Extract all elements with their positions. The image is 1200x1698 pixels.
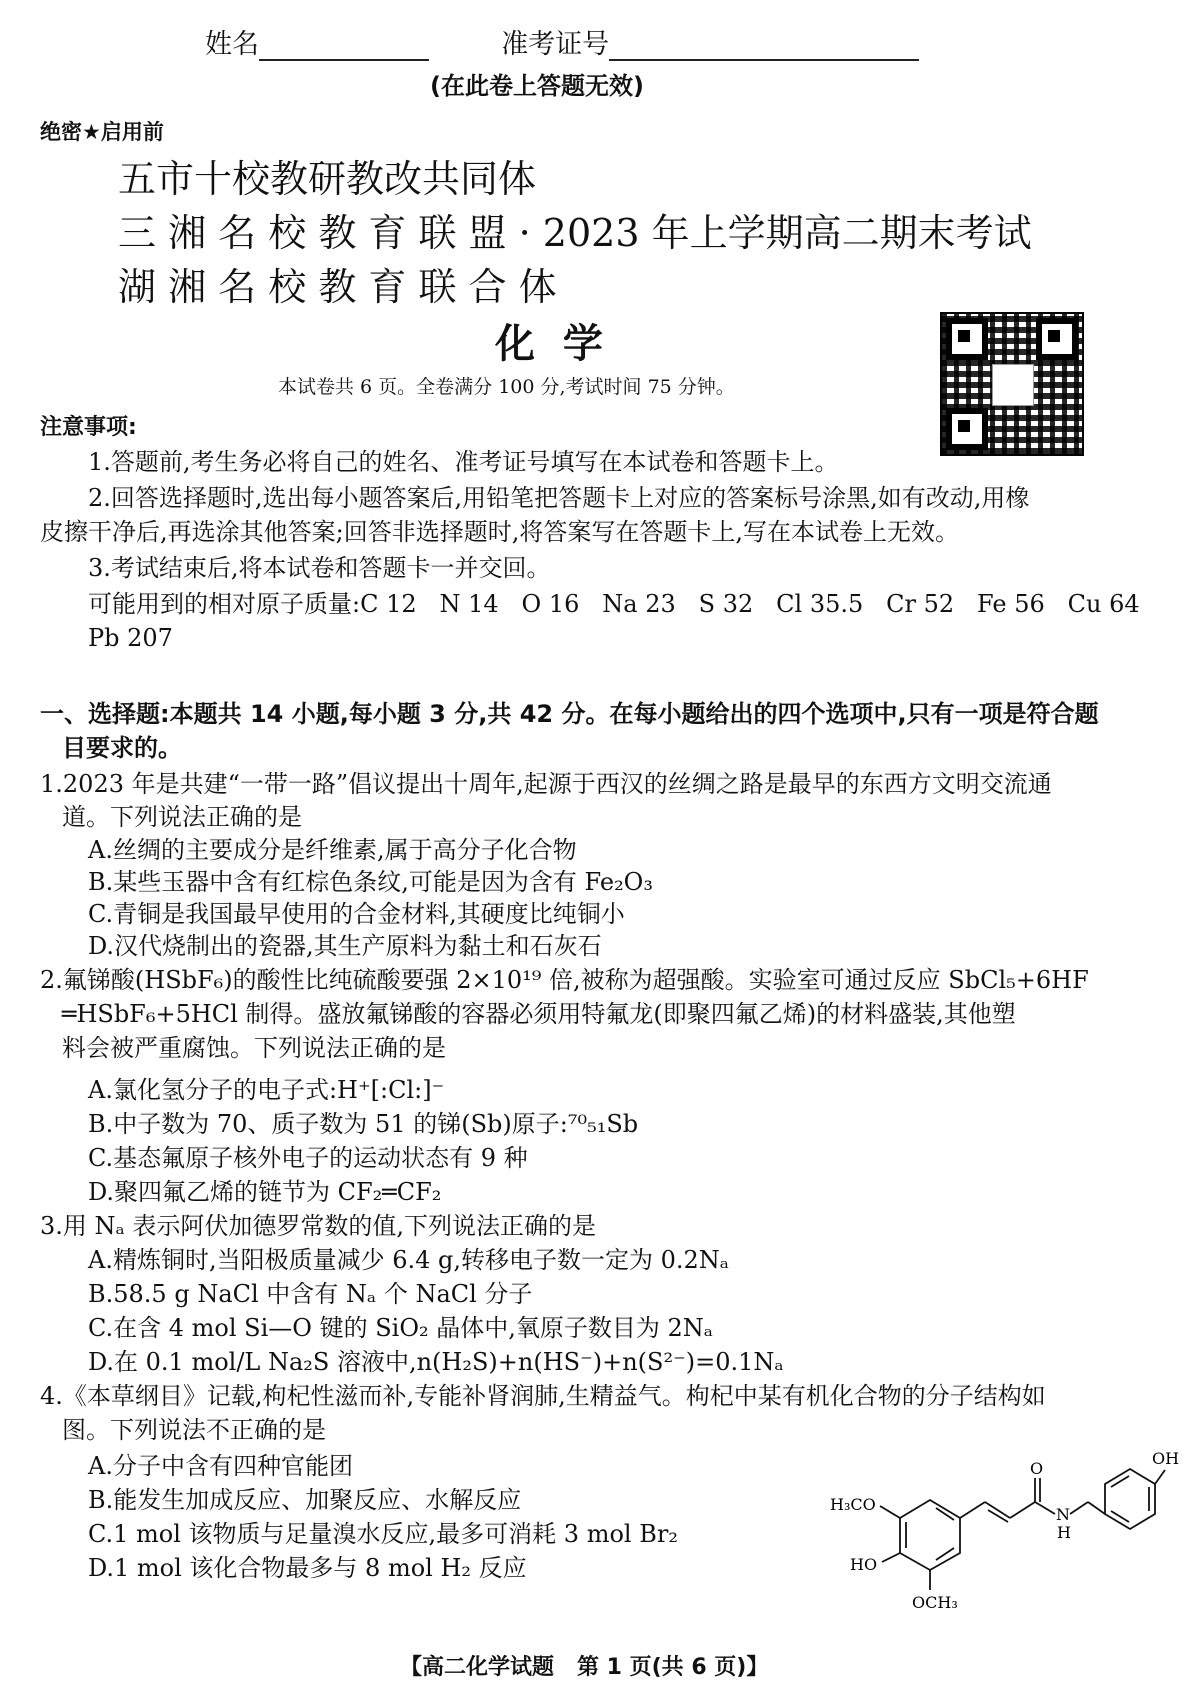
q2-option-d: D.聚四氟乙烯的链节为 CF₂═CF₂ bbox=[88, 1178, 442, 1206]
note-2-line-2: 皮擦干净后,再选涂其他答案;回答非选择题时,将答案写在答题卡上,写在本试卷上无效。 bbox=[40, 518, 959, 546]
invalid-note: (在此卷上答题无效) bbox=[430, 72, 644, 100]
note-3: 3.考试结束后,将本试卷和答题卡一并交回。 bbox=[88, 554, 551, 582]
q4-option-c: C.1 mol 该物质与足量溴水反应,最多可消耗 3 mol Br₂ bbox=[88, 1520, 678, 1548]
note-1: 1.答题前,考生务必将自己的姓名、准考证号填写在本试卷和答题卡上。 bbox=[88, 448, 839, 476]
note-2-line-1: 2.回答选择题时,选出每小题答案后,用铅笔把答题卡上对应的答案标号涂黑,如有改动,用橡 bbox=[88, 484, 1030, 512]
notes-heading: 注意事项: bbox=[40, 415, 137, 440]
page-footer: 【高二化学试题 第 1 页(共 6 页)】 bbox=[400, 1655, 769, 1680]
q3-option-b: B.58.5 g NaCl 中含有 Nₐ 个 NaCl 分子 bbox=[88, 1280, 533, 1308]
q4-option-a: A.分子中含有四种官能团 bbox=[88, 1452, 353, 1480]
section-1-heading: 一、选择题:本题共 14 小题,每小题 3 分,共 42 分。在每小题给出的四个选项中,只有一项是符合题 bbox=[40, 700, 1099, 728]
q3-option-c: C.在含 4 mol Si—O 键的 SiO₂ 晶体中,氧原子数目为 2Nₐ bbox=[88, 1314, 714, 1342]
subject-title: 化 学 bbox=[495, 321, 603, 367]
q2-option-b: B.中子数为 70、质子数为 51 的锑(Sb)原子:⁷⁰₅₁Sb bbox=[88, 1110, 639, 1138]
secret-mark: 绝密★启用前 bbox=[40, 120, 164, 144]
q2-stem-2: ═HSbF₆+5HCl 制得。盛放氟锑酸的容器必须用特氟龙(即聚四氟乙烯)的材料盛装,其他塑 bbox=[62, 1000, 1016, 1028]
name-field-row bbox=[205, 22, 919, 61]
mol-label-h3co: H₃CO bbox=[830, 1495, 876, 1514]
q2-option-a: A.氯化氢分子的电子式:H⁺[:Cl:]⁻ bbox=[88, 1076, 445, 1104]
q4-stem-2: 图。下列说法不正确的是 bbox=[62, 1416, 326, 1444]
mol-label-n: N bbox=[1056, 1505, 1070, 1524]
title-line-3: 湖 湘 名 校 教 育 联 合 体 bbox=[118, 265, 557, 309]
q1-stem-1: 1.2023 年是共建“一带一路”倡议提出十周年,起源于西汉的丝绸之路是最早的东西方文明交流通 bbox=[40, 770, 1052, 798]
mol-label-h: H bbox=[1057, 1523, 1071, 1542]
q4-option-d: D.1 mol 该化合物最多与 8 mol H₂ 反应 bbox=[88, 1554, 527, 1582]
q2-option-c: C.基态氟原子核外电子的运动状态有 9 种 bbox=[88, 1144, 528, 1172]
qr-code-icon bbox=[940, 312, 1084, 456]
molecule-structure-diagram bbox=[830, 1440, 1180, 1620]
section-1-heading-cont: 目要求的。 bbox=[62, 734, 182, 762]
q1-option-d: D.汉代烧制出的瓷器,其生产原料为黏土和石灰石 bbox=[88, 932, 602, 960]
name-label: 姓名 bbox=[205, 29, 259, 60]
q3-stem: 3.用 Nₐ 表示阿伏加德罗常数的值,下列说法正确的是 bbox=[40, 1212, 597, 1240]
q1-option-b: B.某些玉器中含有红棕色条纹,可能是因为含有 Fe₂O₃ bbox=[88, 868, 653, 896]
atomic-masses-line-1: 可能用到的相对原子质量:C 12 N 14 O 16 Na 23 S 32 Cl 35.5 Cr 52 Fe 56 Cu 64 bbox=[88, 590, 1140, 618]
mol-label-oh: OH bbox=[1152, 1449, 1180, 1468]
exam-info: 本试卷共 6 页。全卷满分 100 分,考试时间 75 分钟。 bbox=[278, 376, 735, 398]
q2-stem-1: 2.氟锑酸(HSbF₆)的酸性比纯硫酸要强 2×10¹⁹ 倍,被称为超强酸。实验室可通过反应 SbCl₅+6HF bbox=[40, 966, 1089, 994]
q1-stem-2: 道。下列说法正确的是 bbox=[62, 803, 302, 831]
q1-option-a: A.丝绸的主要成分是纤维素,属于高分子化合物 bbox=[88, 836, 577, 864]
q3-option-a: A.精炼铜时,当阳极质量减少 6.4 g,转移电子数一定为 0.2Nₐ bbox=[88, 1246, 730, 1274]
mol-label-och3: OCH₃ bbox=[912, 1593, 958, 1612]
exam-id-label: 准考证号 bbox=[501, 29, 610, 60]
title-line-1: 五市十校教研教改共同体 bbox=[118, 157, 537, 201]
mol-label-o: O bbox=[1030, 1459, 1044, 1478]
q4-stem-1: 4.《本草纲目》记载,枸杞性滋而补,专能补肾润肺,生精益气。枸杞中某有机化合物的分子结构如 bbox=[40, 1382, 1046, 1410]
q2-stem-3: 料会被严重腐蚀。下列说法正确的是 bbox=[62, 1034, 446, 1062]
q3-option-d: D.在 0.1 mol/L Na₂S 溶液中,n(H₂S)+n(HS⁻)+n(S²⁻)=0.1Nₐ bbox=[88, 1348, 784, 1376]
mol-label-ho: HO bbox=[850, 1555, 878, 1574]
q1-option-c: C.青铜是我国最早使用的合金材料,其硬度比纯铜小 bbox=[88, 900, 625, 928]
atomic-masses-line-2: Pb 207 bbox=[88, 624, 173, 652]
exam-id-blank bbox=[609, 25, 919, 61]
q4-option-b: B.能发生加成反应、加聚反应、水解反应 bbox=[88, 1486, 522, 1514]
title-line-2: 三 湘 名 校 教 育 联 盟 · 2023 年上学期高二期末考试 bbox=[118, 211, 1032, 255]
name-blank bbox=[259, 25, 429, 61]
